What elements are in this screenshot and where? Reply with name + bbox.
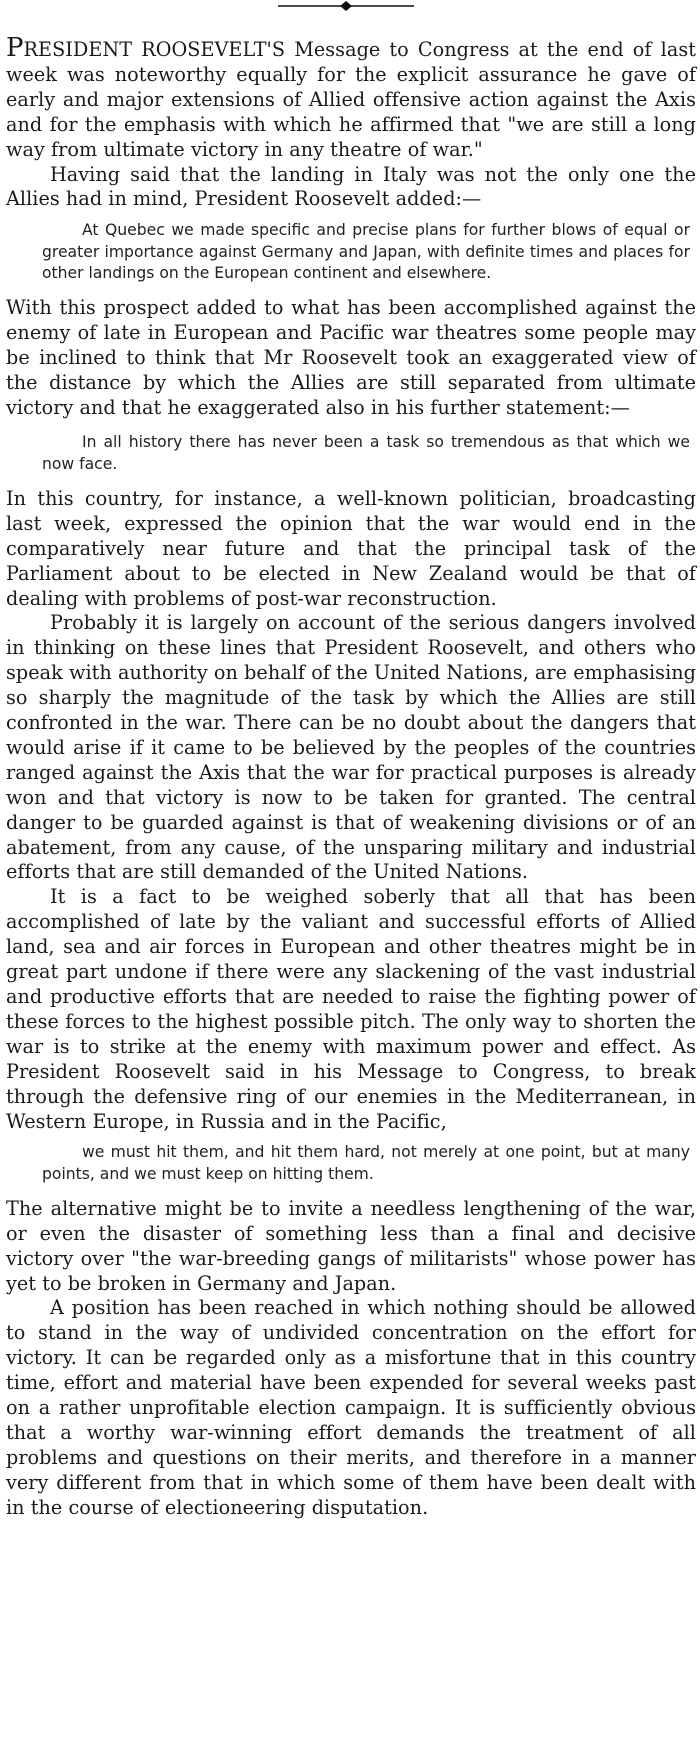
paragraph-1-text: RESIDENT ROOSEVELT'S Message to Congress at the end of last week was noteworthy equally for the explicit assurance he gave of early and major extensions of Allied offensive action against the Axis and for the emphasis with which he affirmed that "we are still a long way from ultimate victory in any theatre of war." <box>6 38 696 161</box>
quotation-3: we must hit them, and hit them hard, not merely at one point, but at many points, and we must keep on hitting them. <box>42 1143 690 1183</box>
paragraph-8: A position has been reached in which nothing should be allowed to stand in the way of undivided concentration on the effort for victory. It can be regarded only as a misfortune that in this country time, effort and material have been expended for several weeks past on a rather unprofitable election campaign. It is sufficiently obvious that a worthy war-winning effort demands the treatment of all problems and questions on their merits, and therefore in a manner very different from that in which some of them have been dealt with in the course of electioneering disputation. <box>6 1296 696 1519</box>
paragraph-3: With this prospect added to what has been accomplished against the enemy of late in European and Pacific war theatres some people may be inclined to think that Mr Roosevelt took an exaggerated view of the distance by which the Allies are still separated from ultimate victory and that he exaggerated also in his further statement:— <box>6 295 696 419</box>
quotation-1: At Quebec we made specific and precise plans for further blows of equal or greater importance against Germany and Japan, with definite times and places for other landings on the European continent and elsewhere. <box>42 221 690 282</box>
paragraph-4: In this country, for instance, a well-known politician, broadcasting last week, expressed the opinion that the war would end in the comparatively near future and that the principal task of the Parliament about to be elected in New Zealand would be that of dealing with problems of post-war reconstruction. <box>6 486 696 610</box>
paragraph-6: It is a fact to be weighed soberly that all that has been accomplished of late by the valiant and successful efforts of Allied land, sea and air forces in European and other theatres might be in great part undone if there were any slackening of the vast industrial and productive efforts that are needed to raise the fighting power of these forces to the highest possible pitch. The only way to shorten the war is to strike at the enemy with maximum power and effect. As President Roosevelt said in his Message to Congress, to break through the defensive ring of our enemies in the Mediterranean, in Western Europe, in Russia and in the Pacific, <box>6 885 696 1133</box>
paragraph-2: Having said that the landing in Italy was not the only one the Allies had in mind, President Roosevelt added:— <box>6 162 696 211</box>
paragraph-5: Probably it is largely on account of the serious dangers involved in thinking on these lines that President Roosevelt, and others who speak with authority on behalf of the United Nations, are emphasising so sharply the magnitude of the task by which the Allies are still confronted in the war. There can be no doubt about the dangers that would arise if it came to be believed by the peoples of the countries ranged against the Axis that the war for practical purposes is already won and that victory is now to be taken for granted. The central danger to be guarded against is that of weakening divisions or of an abatement, from any cause, of the unsparing military and industrial efforts that are still demanded of the United Nations. <box>6 611 696 884</box>
editorial-column <box>6 33 696 1521</box>
paragraph-1 <box>6 33 696 163</box>
paragraph-7: The alternative might be to invite a needless lengthening of the war, or even the disaster of something less than a final and decisive victory over "the war-breeding gangs of militarists" whose power has yet to be broken in Germany and Japan. <box>6 1196 696 1295</box>
quotation-2: In all history there has never been a task so tremendous as that which we now face. <box>42 433 690 473</box>
ornament-rule <box>278 0 414 12</box>
drop-cap: P <box>6 33 24 63</box>
